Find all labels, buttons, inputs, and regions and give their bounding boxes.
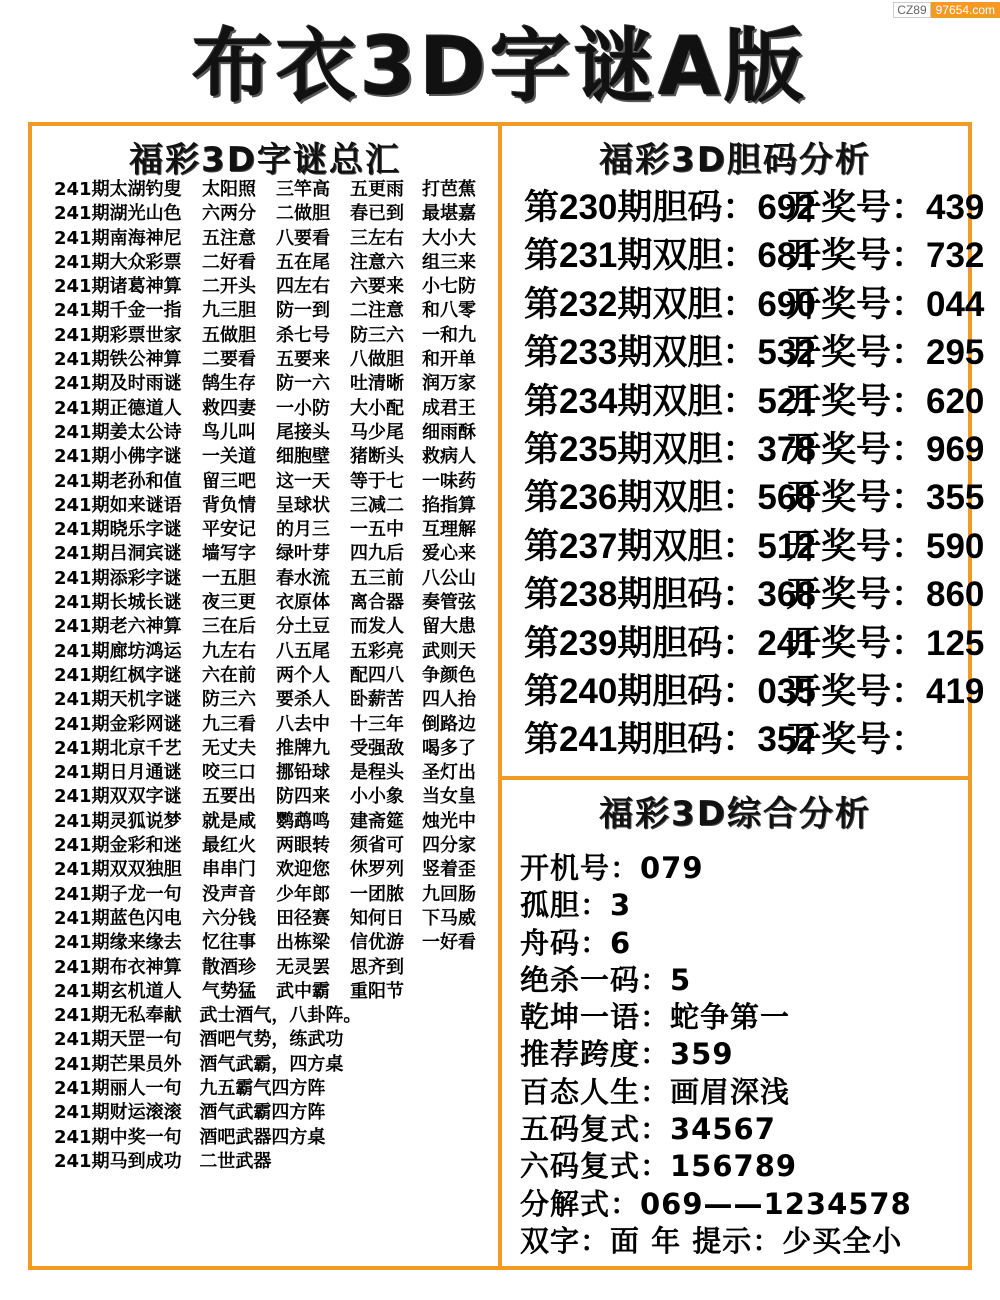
draw-number: 开奖号：295 — [786, 333, 985, 373]
riddle-row — [54, 227, 494, 251]
riddle-cell: 一团脓 — [350, 883, 404, 905]
riddle-cell: 武则天 — [422, 640, 476, 662]
riddle-source: 241期晓乐字谜 — [54, 519, 182, 541]
riddle-cell: 推牌九 — [276, 737, 330, 759]
riddle-cell: 二好看 — [202, 251, 256, 273]
riddle-cell: 一关道 — [202, 446, 256, 468]
riddle-cell: 知何日 — [350, 907, 404, 929]
riddle-cell: 信优游 — [350, 932, 404, 954]
riddle-source: 241期姜太公诗 — [54, 421, 182, 443]
dan-row — [524, 474, 985, 522]
riddle-cell: 出栋梁 — [276, 932, 330, 954]
riddle-cell: 杀七号 — [276, 324, 330, 346]
draw-number: 开奖号：620 — [786, 381, 985, 421]
riddle-row — [54, 737, 494, 761]
riddle-row — [54, 713, 494, 737]
riddle-source: 241期天罡一句 — [54, 1029, 182, 1051]
riddle-cell: 组三来 — [422, 251, 476, 273]
riddle-cell: 九回肠 — [422, 883, 476, 905]
riddle-cell: 的月三 — [276, 519, 330, 541]
riddle-cell: 受强敌 — [350, 737, 404, 759]
riddle-cell: 分土豆 — [276, 616, 330, 638]
riddle-cell: 倒路边 — [422, 713, 476, 735]
riddle-sentence: 酒吧气势，练武功 — [199, 1029, 344, 1051]
riddle-row — [54, 834, 494, 858]
riddle-cell: 一小防 — [276, 397, 330, 419]
riddle-cell: 防一到 — [276, 300, 330, 322]
riddle-row — [54, 1101, 494, 1125]
analysis-row: 推荐跨度：359 — [520, 1037, 734, 1072]
analysis-row: 绝杀一码：5 — [520, 962, 692, 997]
analysis-row: 乾坤一语：蛇争第一 — [520, 1000, 791, 1035]
riddle-cell: 二做胆 — [276, 203, 330, 225]
riddle-cell: 五更雨 — [350, 179, 404, 200]
riddle-cell: 五要来 — [276, 349, 330, 371]
riddle-source: 241期布衣神算 — [54, 956, 182, 978]
riddle-source: 241期金彩网谜 — [54, 713, 182, 735]
riddle-cell: 防三六 — [350, 324, 404, 346]
dan-code: 第234期双胆：521 — [524, 381, 816, 421]
dan-code: 第232期双胆：690 — [524, 284, 816, 324]
riddle-cell: 四九后 — [350, 543, 404, 565]
riddle-source: 241期小佛字谜 — [54, 446, 182, 468]
riddle-row — [54, 980, 494, 1004]
riddle-row — [54, 494, 494, 518]
riddle-cell: 是程头 — [350, 762, 404, 784]
riddle-cell: 和开单 — [422, 349, 476, 371]
riddle-cell: 春水流 — [276, 567, 330, 589]
riddle-row — [54, 931, 494, 955]
dan-code: 第237期双胆：512 — [524, 526, 816, 566]
draw-number: 开奖号：355 — [786, 478, 985, 518]
draw-number: 开奖号：590 — [786, 526, 985, 566]
riddle-row — [54, 1053, 494, 1077]
riddle-cell: 五三前 — [350, 567, 404, 589]
riddle-cell: 二注意 — [350, 300, 404, 322]
draw-number: 开奖号：969 — [786, 429, 985, 469]
riddle-cell: 九三胆 — [202, 300, 256, 322]
overall-panel-title: 福彩3D综合分析 — [599, 794, 871, 834]
riddle-cell: 串串门 — [202, 859, 256, 881]
riddle-cell: 思齐到 — [350, 956, 404, 978]
draw-number: 开奖号：439 — [786, 188, 985, 227]
draw-number: 开奖号：419 — [786, 671, 985, 711]
riddle-cell: 鹄生存 — [202, 373, 256, 395]
riddle-cell: 烛光中 — [422, 810, 476, 832]
riddle-cell: 救病人 — [422, 446, 476, 468]
riddle-cell: 和八零 — [422, 300, 476, 322]
riddle-cell: 九三看 — [202, 713, 256, 735]
dan-row — [524, 184, 985, 232]
riddle-cell: 一五中 — [350, 519, 404, 541]
riddle-cell: 四左右 — [276, 276, 330, 298]
riddle-cell: 卧薪苦 — [350, 689, 404, 711]
riddle-cell: 咬三口 — [202, 762, 256, 784]
riddle-cell: 五做胆 — [202, 324, 256, 346]
riddle-source: 241期双双独胆 — [54, 859, 182, 881]
riddle-source: 241期廊坊鸿运 — [54, 640, 182, 662]
riddle-source: 241期双双字谜 — [54, 786, 182, 808]
riddle-cell: 掐指算 — [422, 494, 476, 516]
riddle-source: 241期马到成功 — [54, 1150, 182, 1172]
draw-number: 开奖号：125 — [786, 623, 985, 663]
riddle-row — [54, 397, 494, 421]
riddle-cell: 二要看 — [202, 349, 256, 371]
dan-code: 第241期胆码：352 — [524, 720, 816, 760]
riddle-cell: 八要看 — [276, 227, 330, 249]
riddle-cell: 离合器 — [350, 592, 404, 614]
riddle-cell: 十三年 — [350, 713, 404, 735]
riddle-cell: 小小象 — [350, 786, 404, 808]
riddle-row — [54, 883, 494, 907]
riddle-cell: 无丈夫 — [202, 737, 256, 759]
riddle-row — [54, 421, 494, 445]
riddle-cell: 五在尾 — [276, 251, 330, 273]
riddle-cell: 就是咸 — [202, 810, 256, 832]
riddle-row — [54, 542, 494, 566]
riddle-cell: 忆往事 — [202, 932, 256, 954]
dan-code: 第233期双胆：532 — [524, 333, 816, 373]
riddle-sentence: 酒吧武器四方桌 — [199, 1126, 326, 1148]
riddle-source: 241期彩票世家 — [54, 324, 182, 346]
riddle-cell: 衣原体 — [276, 592, 330, 614]
riddle-cell: 三减二 — [350, 494, 404, 516]
riddle-cell: 成君王 — [422, 397, 476, 419]
draw-number: 开奖号：732 — [786, 236, 985, 276]
overall-list — [520, 850, 960, 1260]
riddle-cell: 八去中 — [276, 713, 330, 735]
riddle-cell: 防三六 — [202, 689, 256, 711]
riddle-cell: 留三吧 — [202, 470, 256, 492]
riddle-cell: 九左右 — [202, 640, 256, 662]
site-watermark — [893, 0, 1000, 20]
riddle-cell: 太阳照 — [202, 179, 256, 200]
riddle-row — [54, 372, 494, 396]
riddle-row — [54, 178, 494, 202]
riddle-cell: 防四来 — [276, 786, 330, 808]
riddle-cell: 等于七 — [350, 470, 404, 492]
riddle-cell: 六在前 — [202, 664, 256, 686]
riddle-cell: 猪断头 — [350, 446, 404, 468]
riddle-cell: 无灵罢 — [276, 956, 330, 978]
riddle-cell: 夜三更 — [202, 592, 256, 614]
riddle-source: 241期正德道人 — [54, 397, 182, 419]
analysis-row: 孤胆：3 — [520, 888, 632, 923]
overall-analysis-panel — [498, 776, 972, 1270]
riddle-source: 241期蓝色闪电 — [54, 907, 182, 929]
riddle-cell: 配四八 — [350, 664, 404, 686]
riddle-sentence: 酒气武霸四方阵 — [199, 1102, 326, 1124]
riddle-row — [54, 615, 494, 639]
riddle-cell: 三在后 — [202, 616, 256, 638]
riddle-cell: 最堪嘉 — [422, 203, 476, 225]
riddle-row — [54, 761, 494, 785]
riddle-source: 241期及时雨谜 — [54, 373, 182, 395]
riddle-source: 241期玄机道人 — [54, 980, 182, 1002]
riddle-cell: 小七防 — [422, 276, 476, 298]
riddle-cell: 平安记 — [202, 519, 256, 541]
dan-row — [524, 378, 985, 426]
riddle-source: 241期老孙和值 — [54, 470, 182, 492]
dan-row — [524, 571, 985, 619]
riddle-source: 241期长城长谜 — [54, 592, 182, 614]
riddle-cell: 气势猛 — [202, 980, 256, 1002]
riddle-source: 241期太湖钓叟 — [54, 179, 182, 200]
riddle-cell: 没声音 — [202, 883, 256, 905]
riddle-source: 241期吕洞宾谜 — [54, 543, 182, 565]
dan-row — [524, 716, 964, 764]
riddle-row — [54, 640, 494, 664]
riddle-cell: 润万家 — [422, 373, 476, 395]
analysis-row: 六码复式：156789 — [520, 1149, 798, 1184]
riddle-cell — [422, 956, 492, 980]
riddle-source: 241期老六神算 — [54, 616, 182, 638]
analysis-row: 分解式：069——1234578 — [520, 1186, 912, 1221]
riddle-cell: 春已到 — [350, 203, 404, 225]
dan-row — [524, 232, 985, 280]
riddle-cell: 重阳节 — [350, 980, 404, 1002]
riddle-row — [54, 348, 494, 372]
riddle-row — [54, 1004, 494, 1028]
riddle-cell: 六两分 — [202, 203, 256, 225]
riddle-cell: 欢迎您 — [276, 859, 330, 881]
riddle-cell: 一好看 — [422, 932, 476, 954]
riddle-source: 241期金彩和迷 — [54, 835, 182, 857]
riddle-row — [54, 858, 494, 882]
riddle-cell: 五彩亮 — [350, 640, 404, 662]
riddle-source: 241期红枫字谜 — [54, 664, 182, 686]
riddle-cell: 圣灯出 — [422, 762, 476, 784]
riddle-cell: 救四妻 — [202, 397, 256, 419]
analysis-row: 百态人生：画眉深浅 — [520, 1074, 791, 1109]
riddle-cell: 争颜色 — [422, 664, 476, 686]
riddle-cell: 鸟儿叫 — [202, 421, 256, 443]
riddle-cell: 挪铅球 — [276, 762, 330, 784]
dan-row — [524, 329, 985, 377]
riddle-panel-title: 福彩3D字谜总汇 — [129, 140, 401, 180]
riddle-source: 241期缘来缘去 — [54, 932, 182, 954]
draw-number: 开奖号：044 — [786, 284, 985, 324]
riddle-row — [54, 567, 494, 591]
riddle-sentence: 二世武器 — [199, 1150, 272, 1172]
riddle-cell: 马少尾 — [350, 421, 404, 443]
riddle-cell: 三左右 — [350, 227, 404, 249]
dan-code: 第230期胆码：692 — [524, 188, 816, 227]
riddle-cell: 打芭蕉 — [422, 179, 476, 200]
riddle-cell: 五注意 — [202, 227, 256, 249]
riddle-cell: 细胞壁 — [276, 446, 330, 468]
riddle-cell: 三竿高 — [276, 179, 330, 200]
riddle-cell: 六要来 — [350, 276, 404, 298]
dan-panel-title: 福彩3D胆码分析 — [599, 140, 871, 180]
riddle-cell: 一和九 — [422, 324, 476, 346]
riddle-row — [54, 956, 494, 980]
riddle-row — [54, 445, 494, 469]
riddle-row — [54, 688, 494, 712]
riddle-source: 241期铁公神算 — [54, 349, 182, 371]
riddle-source: 241期南海神尼 — [54, 227, 182, 249]
analysis-row: 舟码：6 — [520, 925, 632, 960]
riddle-cell: 要杀人 — [276, 689, 330, 711]
riddle-cell: 少年郎 — [276, 883, 330, 905]
riddle-sentence: 九五霸气四方阵 — [199, 1077, 326, 1099]
riddle-cell: 爱心来 — [422, 543, 476, 565]
riddle-source: 241期千金一指 — [54, 300, 182, 322]
riddle-source: 241期天机字谜 — [54, 689, 182, 711]
riddle-cell: 大小大 — [422, 227, 476, 249]
riddle-source: 241期如来谜语 — [54, 494, 182, 516]
riddle-row — [54, 785, 494, 809]
riddle-source: 241期丽人一句 — [54, 1077, 182, 1099]
riddle-row — [54, 664, 494, 688]
riddle-cell: 八公山 — [422, 567, 476, 589]
analysis-row: 五码复式：34567 — [520, 1112, 776, 1147]
riddle-cell: 一味药 — [422, 470, 476, 492]
dan-code: 第231期双胆：681 — [524, 236, 816, 276]
watermark-domain: 97654.com — [931, 2, 1000, 18]
riddle-cell: 田径赛 — [276, 907, 330, 929]
riddle-source: 241期大众彩票 — [54, 251, 182, 273]
riddle-row — [54, 299, 494, 323]
riddle-sentence: 酒气武霸，四方桌 — [199, 1053, 344, 1075]
analysis-row: 双字：面 年 提示：少买全小 — [520, 1223, 903, 1258]
riddle-cell: 留大患 — [422, 616, 476, 638]
riddle-cell: 鹦鹉鸣 — [276, 810, 330, 832]
riddle-cell: 防一六 — [276, 373, 330, 395]
riddle-cell: 八五尾 — [276, 640, 330, 662]
riddle-cell: 墙写字 — [202, 543, 256, 565]
riddle-cell: 下马威 — [422, 907, 476, 929]
dan-row — [524, 426, 985, 474]
riddle-source: 241期财运滚滚 — [54, 1102, 182, 1124]
riddle-cell: 喝多了 — [422, 737, 476, 759]
dan-code: 第236期双胆：568 — [524, 478, 816, 518]
riddle-cell: 休罗列 — [350, 859, 404, 881]
riddle-cell: 四分家 — [422, 835, 476, 857]
riddle-cell: 当女皇 — [422, 786, 476, 808]
riddle-cell: 武中霸 — [276, 980, 330, 1002]
riddle-cell: 建斋筵 — [350, 810, 404, 832]
riddle-cell: 两眼转 — [276, 835, 330, 857]
riddle-cell: 细雨酥 — [422, 421, 476, 443]
riddle-cell: 两个人 — [276, 664, 330, 686]
riddle-cell: 尾接头 — [276, 421, 330, 443]
riddle-row — [54, 275, 494, 299]
riddle-cell: 注意六 — [350, 251, 404, 273]
riddle-cell: 绿叶芽 — [276, 543, 330, 565]
riddle-cell: 吐清晰 — [350, 373, 404, 395]
dan-code: 第238期胆码：368 — [524, 575, 816, 615]
dan-code: 第235期双胆：378 — [524, 429, 816, 469]
riddle-row — [54, 1126, 494, 1150]
riddle-cell: 二开头 — [202, 276, 256, 298]
riddle-sentence: 武士酒气，八卦阵。 — [199, 1005, 362, 1027]
riddle-row — [54, 324, 494, 348]
riddle-cell: 须省可 — [350, 835, 404, 857]
riddle-source: 241期芒果员外 — [54, 1053, 182, 1075]
riddle-row — [54, 202, 494, 226]
riddle-cell — [422, 980, 492, 1004]
page-title: 布衣3D字谜A版 — [192, 20, 808, 113]
riddle-row — [54, 907, 494, 931]
riddle-cell: 奏管弦 — [422, 592, 476, 614]
dan-row — [524, 523, 985, 571]
analysis-row: 开机号：079 — [520, 851, 704, 885]
riddle-source: 241期子龙一句 — [54, 883, 182, 905]
riddle-cell: 四人抬 — [422, 689, 476, 711]
riddle-source: 241期北京千艺 — [54, 737, 182, 759]
draw-number: 开奖号：860 — [786, 575, 985, 615]
riddle-cell: 这一天 — [276, 470, 330, 492]
dan-analysis-panel — [498, 122, 985, 780]
riddle-row — [54, 470, 494, 494]
riddle-cell: 最红火 — [202, 835, 256, 857]
riddle-cell: 竖着歪 — [422, 859, 476, 881]
dan-row — [524, 668, 985, 716]
riddle-cell: 背负情 — [202, 494, 256, 516]
riddle-row — [54, 810, 494, 834]
riddle-row — [54, 1150, 494, 1174]
riddle-row — [54, 251, 494, 275]
riddle-source: 241期无私奉献 — [54, 1005, 182, 1027]
riddle-cell: 大小配 — [350, 397, 404, 419]
dan-row — [524, 620, 985, 668]
watermark-id: CZ89 — [893, 2, 930, 18]
riddle-row — [54, 591, 494, 615]
riddle-cell: 一五胆 — [202, 567, 256, 589]
riddle-source: 241期添彩字谜 — [54, 567, 182, 589]
riddle-row — [54, 1028, 494, 1052]
riddle-summary-panel — [28, 122, 502, 1270]
dan-list — [524, 184, 985, 765]
riddle-source: 241期湖光山色 — [54, 203, 182, 225]
draw-number: 开奖号： — [786, 720, 927, 760]
riddle-cell: 散酒珍 — [202, 956, 256, 978]
riddle-cell: 五要出 — [202, 786, 256, 808]
riddle-list — [54, 178, 494, 1174]
riddle-cell: 互理解 — [422, 519, 476, 541]
riddle-cell: 八做胆 — [350, 349, 404, 371]
riddle-source: 241期日月通谜 — [54, 762, 182, 784]
dan-code: 第240期胆码：035 — [524, 671, 816, 711]
dan-code: 第239期胆码：241 — [524, 623, 816, 663]
riddle-row — [54, 518, 494, 542]
riddle-source: 241期诸葛神算 — [54, 276, 182, 298]
riddle-cell: 呈球状 — [276, 494, 330, 516]
riddle-row — [54, 1077, 494, 1101]
riddle-cell: 六分钱 — [202, 907, 256, 929]
riddle-source: 241期中奖一句 — [54, 1126, 182, 1148]
riddle-source: 241期灵狐说梦 — [54, 810, 182, 832]
dan-row — [524, 281, 985, 329]
riddle-cell: 而发人 — [350, 616, 404, 638]
